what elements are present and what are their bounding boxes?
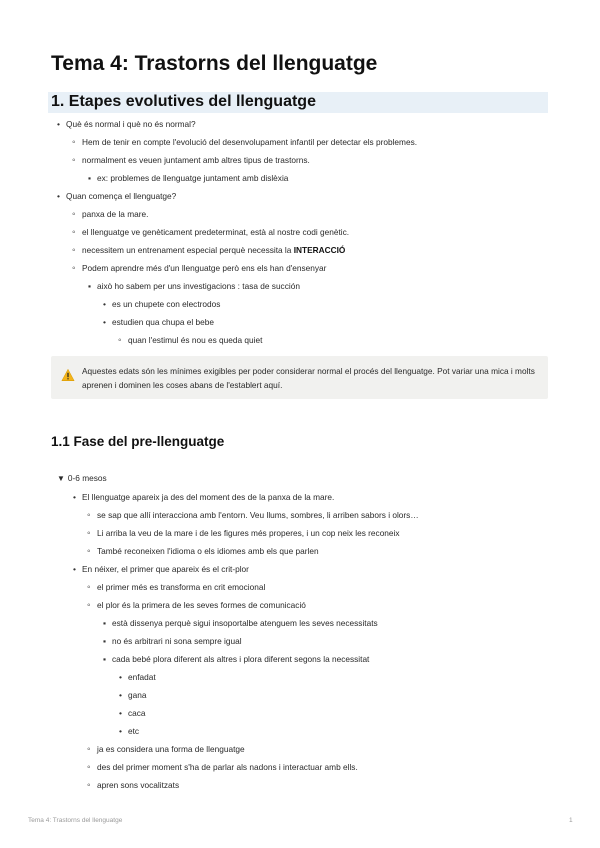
bullet-circle-icon bbox=[87, 600, 91, 611]
list-item: ◦ necessitem un entrenament especial perquè necessita la INTERACCIÓ bbox=[82, 245, 345, 256]
list-item: • Què és normal i què no és normal? bbox=[66, 119, 196, 130]
list-item: • estudien qua chupa el bebe bbox=[112, 317, 214, 328]
list-item: ◦ el llenguatge ve genèticament predeterminat, està al nostre codi genètic. bbox=[82, 227, 349, 238]
bullet-disc-icon bbox=[73, 564, 76, 575]
list-item: • gana bbox=[128, 690, 146, 701]
list-item: ◦ panxa de la mare. bbox=[82, 209, 148, 220]
bullet-circle-icon bbox=[87, 510, 91, 521]
list-item: • Quan comença el llenguatge? bbox=[66, 191, 176, 202]
subsection-heading: 1.1 Fase del pre-llenguatge bbox=[51, 434, 225, 449]
page-number: 1 bbox=[569, 817, 573, 824]
bullet-square-icon bbox=[88, 173, 91, 184]
bullet-circle-icon bbox=[87, 582, 91, 593]
bullet-square-icon bbox=[103, 618, 106, 629]
bullet-disc-icon bbox=[73, 492, 76, 503]
list-item: ▪ ex: problemes de llenguatge juntament amb dislèxia bbox=[97, 173, 288, 184]
bullet-disc-icon bbox=[57, 119, 60, 130]
list-item: • En néixer, el primer que apareix és el crit-plor bbox=[82, 564, 249, 575]
list-item: • es un chupete con electrodos bbox=[112, 299, 220, 310]
bullet-disc-icon bbox=[57, 191, 60, 202]
list-item: ◦ apren sons vocalitzats bbox=[97, 780, 179, 791]
list-item: ◦ se sap que allí interacciona amb l'entorn. Veu llums, sombres, li arriben sabors i olors… bbox=[97, 510, 419, 521]
list-item: ▪ això ho sabem per uns investigacions : tasa de succión bbox=[97, 281, 300, 292]
page-title: Tema 4: Trastorns del llenguatge bbox=[51, 52, 378, 75]
list-item: ◦ Li arriba la veu de la mare i de les figures més properes, i un cop neix les reconeix bbox=[97, 528, 400, 539]
bullet-circle-icon bbox=[87, 762, 91, 773]
list-item: • caca bbox=[128, 708, 146, 719]
bullet-square-icon bbox=[103, 654, 106, 665]
bullet-disc-icon bbox=[119, 726, 122, 737]
bullet-disc-icon bbox=[119, 672, 122, 683]
callout-box bbox=[51, 356, 548, 399]
list-item: • enfadat bbox=[128, 672, 156, 683]
callout-text: Aquestes edats són les mínimes exigibles per poder considerar normal el procés del llenguatge. Pot variar una mica i molts aprenen i dominen les coses abans de l'establert aquí. bbox=[82, 366, 535, 390]
toggle-label: 0-6 mesos bbox=[67, 473, 107, 483]
bullet-square-icon bbox=[88, 281, 91, 292]
bullet-disc-icon bbox=[103, 317, 106, 328]
bullet-disc-icon bbox=[119, 690, 122, 701]
list-item: ◦ des del primer moment s'ha de parlar als nadons i interactuar amb ells. bbox=[97, 762, 358, 773]
toggle-0-6-mesos[interactable] bbox=[57, 473, 107, 484]
bullet-circle-icon bbox=[72, 227, 76, 238]
bullet-circle-icon bbox=[72, 263, 76, 274]
bullet-circle-icon bbox=[87, 744, 91, 755]
list-item: ▪ cada bebé plora diferent als altres i plora diferent segons la necessitat bbox=[112, 654, 369, 665]
bullet-circle-icon bbox=[72, 209, 76, 220]
list-item: ▪ no és arbitrari ni sona sempre igual bbox=[112, 636, 242, 647]
bullet-circle-icon bbox=[87, 528, 91, 539]
bullet-circle-icon bbox=[72, 245, 76, 256]
list-item: • El llenguatge apareix ja des del moment des de la panxa de la mare. bbox=[82, 492, 334, 503]
bullet-square-icon bbox=[103, 636, 106, 647]
warning-icon bbox=[61, 368, 75, 382]
bullet-circle-icon bbox=[118, 335, 122, 346]
section-heading: 1. Etapes evolutives del llenguatge bbox=[51, 93, 316, 110]
list-item: • etc bbox=[128, 726, 139, 737]
bullet-circle-icon bbox=[87, 546, 91, 557]
bullet-disc-icon bbox=[103, 299, 106, 310]
bullet-circle-icon bbox=[72, 137, 76, 148]
footer-title: Tema 4: Trastorns del llenguatge bbox=[28, 817, 123, 824]
toggle-triangle-icon[interactable]: ▼ bbox=[57, 474, 65, 483]
bullet-circle-icon bbox=[87, 780, 91, 791]
list-item: ◦ Hem de tenir en compte l'evolució del desenvolupament infantil per detectar els problemes. bbox=[82, 137, 417, 148]
bold-text: INTERACCIÓ bbox=[293, 245, 346, 255]
list-item: ◦ Podem aprendre més d'un llenguatge però ens els han d'ensenyar bbox=[82, 263, 326, 274]
list-item: ▪ està dissenya perquè sigui insoportalbe atenguem les seves necessitats bbox=[112, 618, 378, 629]
list-item: ◦ el plor és la primera de les seves formes de comunicació bbox=[97, 600, 306, 611]
list-item: ◦ ja es considera una forma de llenguatge bbox=[97, 744, 245, 755]
bullet-disc-icon bbox=[119, 708, 122, 719]
list-item: ◦ quan l'estimul és nou es queda quiet bbox=[128, 335, 262, 346]
list-item: ◦ normalment es veuen juntament amb altres tipus de trastorns. bbox=[82, 155, 310, 166]
list-item: ◦ També reconeixen l'idioma o els idiomes amb els que parlen bbox=[97, 546, 319, 557]
bullet-circle-icon bbox=[72, 155, 76, 166]
list-item: ◦ el primer més es transforma en crit emocional bbox=[97, 582, 265, 593]
